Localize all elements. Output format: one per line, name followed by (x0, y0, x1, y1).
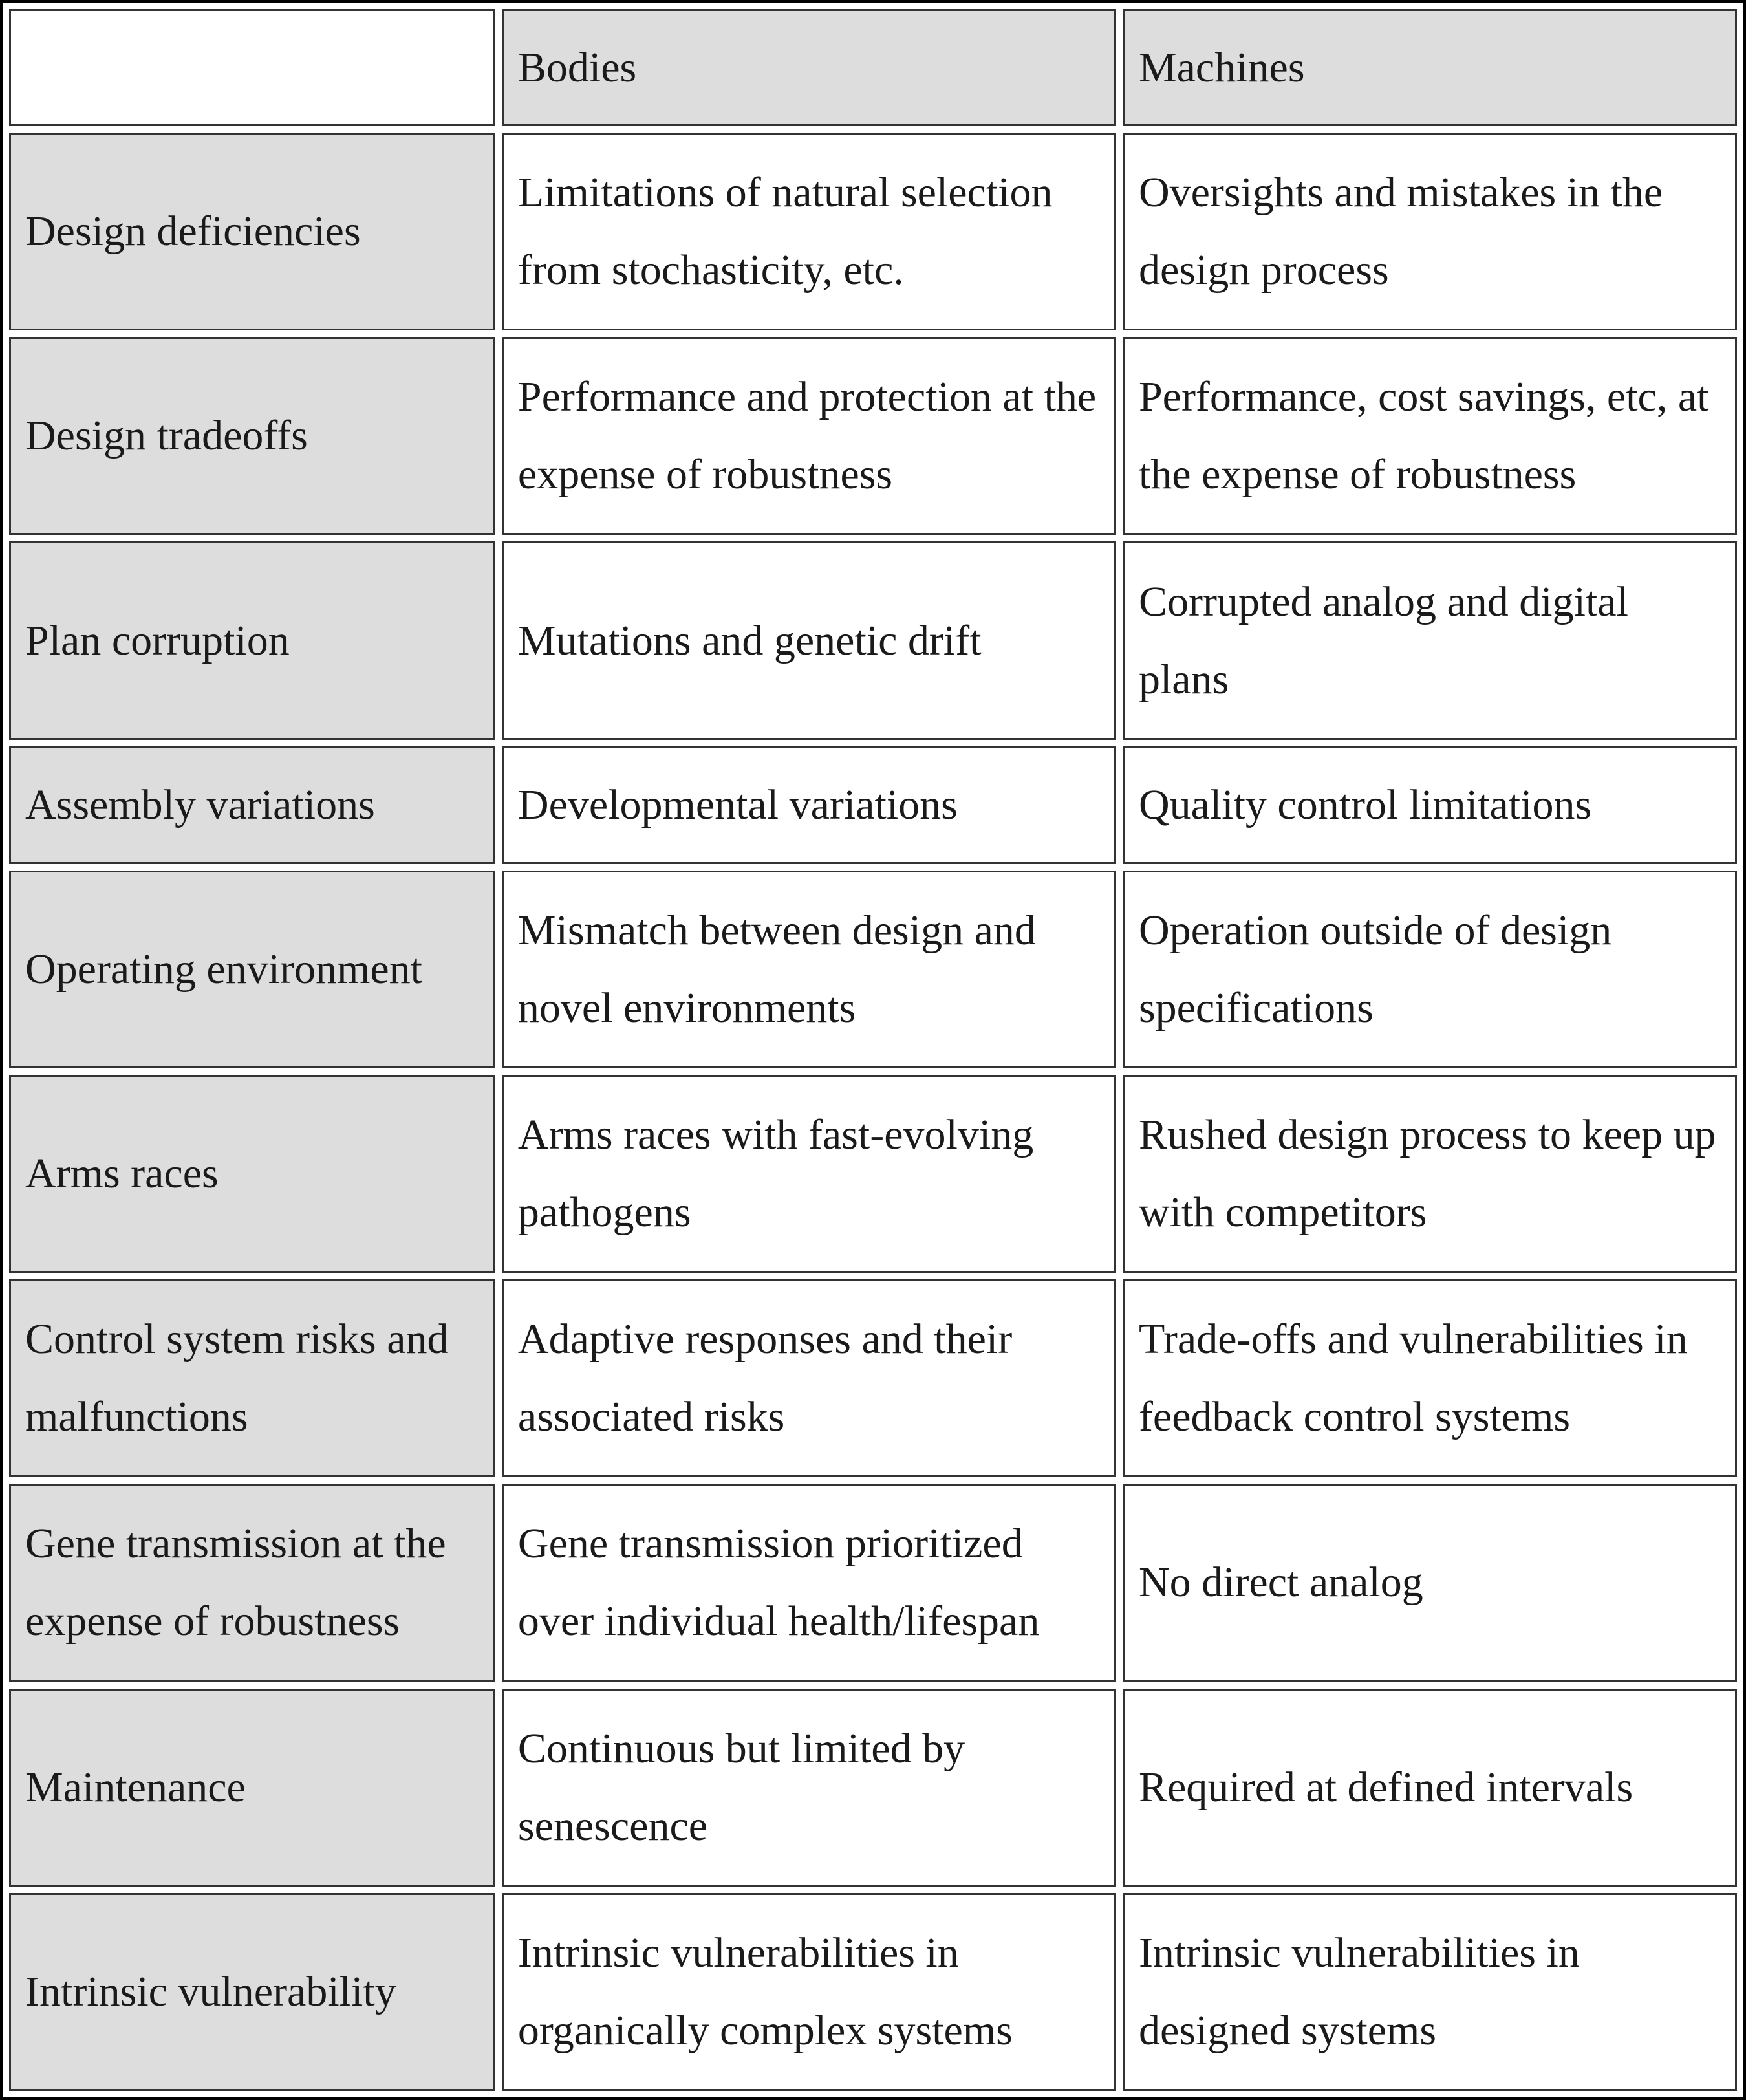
header-row (9, 9, 1737, 126)
machines-cell: Performance, cost savings, etc, at the expense of robustness (1123, 337, 1737, 535)
bodies-cell: Intrinsic vulnerabilities in organically complex systems (502, 1893, 1116, 2091)
table-row (9, 337, 1737, 535)
bodies-cell: Limitations of natural selection from stochasticity, etc. (502, 133, 1116, 330)
bodies-cell: Arms races with fast-evolving pathogens (502, 1075, 1116, 1273)
table-row (9, 1893, 1737, 2091)
table-row (9, 746, 1737, 864)
row-label: Assembly variations (9, 746, 495, 864)
table-row (9, 541, 1737, 739)
row-label: Intrinsic vulnerability (9, 1893, 495, 2091)
column-header-bodies: Bodies (502, 9, 1116, 126)
column-header-machines: Machines (1123, 9, 1737, 126)
table-row (9, 133, 1737, 330)
table-row (9, 1279, 1737, 1477)
machines-cell: Corrupted analog and digital plans (1123, 541, 1737, 739)
machines-cell: No direct analog (1123, 1484, 1737, 1682)
row-label: Control system risks and malfunctions (9, 1279, 495, 1477)
row-label: Design deficiencies (9, 133, 495, 330)
row-label: Plan corruption (9, 541, 495, 739)
table-row (9, 1075, 1737, 1273)
bodies-cell: Mutations and genetic drift (502, 541, 1116, 739)
machines-cell: Quality control limitations (1123, 746, 1737, 864)
machines-cell: Rushed design process to keep up with competitors (1123, 1075, 1737, 1273)
header-corner-cell (9, 9, 495, 126)
row-label: Design tradeoffs (9, 337, 495, 535)
bodies-cell: Mismatch between design and novel environments (502, 871, 1116, 1068)
bodies-cell: Developmental variations (502, 746, 1116, 864)
machines-cell: Operation outside of design specifications (1123, 871, 1737, 1068)
machines-cell: Trade-offs and vulnerabilities in feedback control systems (1123, 1279, 1737, 1477)
row-label: Arms races (9, 1075, 495, 1273)
machines-cell: Required at defined intervals (1123, 1689, 1737, 1887)
machines-cell: Oversights and mistakes in the design process (1123, 133, 1737, 330)
row-label: Gene transmission at the expense of robustness (9, 1484, 495, 1682)
row-label: Maintenance (9, 1689, 495, 1887)
machines-cell: Intrinsic vulnerabilities in designed systems (1123, 1893, 1737, 2091)
bodies-cell: Continuous but limited by senescence (502, 1689, 1116, 1887)
table-row (9, 1484, 1737, 1682)
row-label: Operating environment (9, 871, 495, 1068)
table-row (9, 871, 1737, 1068)
bodies-cell: Performance and protection at the expense of robustness (502, 337, 1116, 535)
bodies-cell: Adaptive responses and their associated risks (502, 1279, 1116, 1477)
table-row (9, 1689, 1737, 1887)
comparison-table (3, 3, 1743, 2097)
bodies-cell: Gene transmission prioritized over individual health/lifespan (502, 1484, 1116, 1682)
